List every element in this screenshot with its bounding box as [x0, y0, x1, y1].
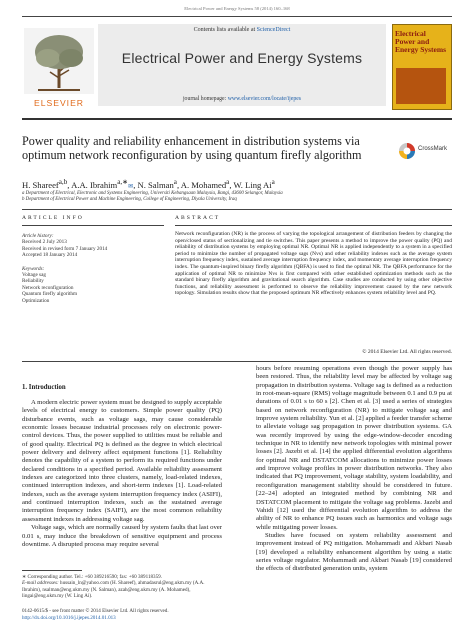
author-marks: a: [226, 178, 230, 186]
masthead-bottom-rule: [22, 118, 452, 120]
page-footer: [22, 608, 282, 621]
intro-right-column: [256, 365, 452, 574]
cover-image: [396, 68, 446, 104]
keyword: Network reconfiguration: [22, 284, 74, 291]
history-item: Received 2 July 2013: [22, 239, 67, 246]
publisher-wordmark: ELSEVIER: [33, 98, 85, 108]
doi-link[interactable]: http://dx.doi.org/10.1016/j.ijepes.2014.01.013: [22, 614, 116, 621]
footnote: [22, 574, 222, 600]
abstract-heading: ABSTRACT: [175, 215, 221, 221]
article-info-heading: ARTICLE INFO: [22, 215, 84, 221]
email-list[interactable]: hussain_ln@yahoo.com (H. Shareef), ahmadasrul@eng.ukm.my (A.A. Ibrahim), nsalman@eng.ukm.my (N. Salman), azah@eng.ukm.my (A. Mohamed), lingai@eng.ukm.my (W. Ling Ai).: [22, 580, 205, 600]
footnote-rule: [22, 570, 82, 571]
keywords-label: Keywords:: [22, 265, 45, 272]
author-name[interactable]: N. Salman: [137, 179, 174, 190]
journal-citation: Electrical Power and Energy Systems 58 (2014) 160–168: [184, 6, 290, 11]
email-label: E-mail addresses:: [22, 580, 61, 587]
intro-left-column: [22, 399, 222, 549]
author-marks: a: [173, 178, 177, 186]
abstract-bottom-rule: [22, 361, 452, 362]
intro-paragraph: Studies have focused on system reliability assessment and improvement instead of PQ mitigation. Mohammadi and Akbari Nasab [19] developed a reliability enhancement algorithm by using a static series voltage regulator. Mohammadi and Akbari Nasab [19] considered the effects of distributed generation units, system: [256, 531, 452, 573]
article-info-rule: [22, 225, 164, 226]
front-matter-line: 0142-0615/$ - see front matter © 2014 Elsevier Ltd. All rights reserved.: [22, 608, 169, 614]
keyword: Reliability: [22, 278, 44, 285]
affiliation-b: b Department of Electrical Power and Machine Engineering, College of Engineering, Diyala University, Iraq: [22, 197, 237, 203]
cover-title: Electrical Power and Energy Systems: [395, 29, 447, 54]
abstract-copyright: © 2014 Elsevier Ltd. All rights reserved.: [362, 349, 452, 355]
corresponding-author-note: ∗ Corresponding author. Tel.: +60 389216590; fax: +60 389118359.: [22, 574, 162, 580]
crossmark-label: CrossMark: [418, 146, 448, 152]
intro-paragraph: Voltage sags, which are normally caused by system faults that last over 0.01 s, may induce the breakdown of sensitive equipment and process downtime. A disrupted process may require several: [22, 524, 222, 548]
section-divider: [22, 209, 452, 210]
history-item: Received in revised form 7 January 2014: [22, 245, 108, 252]
email-addresses: [22, 580, 222, 599]
journal-title: Electrical Power and Energy Systems: [121, 50, 363, 66]
article-info: [22, 233, 164, 304]
keyword: Quantum firefly algorithm: [22, 291, 78, 298]
author-name[interactable]: A. Mohamed: [180, 179, 227, 190]
keyword: Voltage sag: [22, 272, 46, 279]
homepage-link[interactable]: www.elsevier.com/locate/ijepes: [227, 96, 302, 102]
author-name[interactable]: W. Ling Ai: [233, 179, 272, 190]
author-name[interactable]: H. Shareef: [22, 179, 59, 190]
introduction-heading: 1. Introduction: [22, 384, 66, 391]
abstract-text: Network reconfiguration (NR) is the process of varying the topological arrangement of distribution feeders by changing the open/closed status of sectionalizing and tie switches. This paper presents a method to improve the power quality (PQ) and reliability of distribution systems by employing optimal NR. Optimal NR is applied independently to a system in a specified period to minimize the number of propagated voltage sags (Nvs) and other reliability indexes such as the average system interruption frequency index, sustained average interruption frequency index, and momentary average interruption frequency index. The quantum-inspired binary firefly algorithm (QBFA) is used to find the optimal NR. The QBFA performance for the application of optimal NR to minimize Nvs is first compared with other established optimization methods such as the standard binary firefly algorithm and gravitational search algorithm. Case studies are conducted by using other objective functions, and reliability assessment is performed to observe the reliability improvement caused by the new network topology. Simulation results show that the proposed optimum NR effectively enhances system reliability level and PQ.: [175, 231, 452, 297]
affiliation-a: a Department of Electrical, Electronic and Systems Engineering, Universiti Kebangsaan Malaysia, Bangi, 43600 Selangor, Malaysia: [22, 191, 283, 196]
author-name[interactable]: A.A. Ibrahim: [71, 179, 118, 190]
history-label: Article history:: [22, 233, 54, 239]
intro-paragraph: A modern electric power system must be designed to supply acceptable levels of electrical energy to customers. Simple power quality (PQ) disturbance events, such as voltage sags, may cause considerable economic losses because industrial processes rely on electronic power-control devices. Thus, the power supplied to utilities must be reliable and of good quality. Electrical PQ is defined as the degree in which electrical power delivery and delivery affect equipment functions [1]. Reliability denotes the capability of a system to perform its required functions under declared conditions in a specified period. Available reliability assessment indexes are categorized into three clusters, namely, load-related indexes, continued interruption indexes, and short-term indexes [1]. Load-related indexes, such as the average system interruption frequency index (ASIFI), and continued interruption indexes, such as the sustained average interruption frequency index (SAIFI), are the most common reliability assessment indexes in addressing voltage sag.: [22, 399, 222, 523]
contents-line: [98, 27, 386, 33]
homepage-prefix: journal homepage:: [182, 96, 228, 102]
journal-homepage: [98, 96, 386, 102]
masthead-top-rule: [22, 16, 452, 17]
history-item: Accepted 18 January 2014: [22, 252, 78, 259]
intro-paragraph: hours before resuming operations even though the power supply has been restored. Thus, the reliability level may be affected by voltage sag propagation in distribution systems. Voltage sag is defined as a reduction in root-mean-square (RMS) voltage magnitude between 0.1 and 0.9 pu at durations of 0.01 s to 60 s [2]. Chen et al. [3] used a series of strategies based on network reconfiguration (NR) to mitigate voltage sag and improve system reliability. Yun et al. [2] applied a feeder transfer scheme to alleviate voltage sag propagation in power distribution systems. GA was recently improved by using the edge-window-decoder encoding technique in NR to identify new network topologies with minimal power losses [2]. Jazebi et al. [14] the applied differential evolution algorithms for optimal NR and DSTATCOM allocations to minimize power losses and improve voltage profiles in power distribution networks. They also indicated that PQ improvement, voltage stability, system loadability, and reconfiguration management stability should be considered in future. [22–24] adopted an integrated method by combining NR and DSTATCOM placement to mitigate the voltage sag problems. Jazebi and Vahidi [12] used the differential evolution algorithm to address the ability of NR to enhance PQ issues such as harmonics and voltage sags while mitigating power losses.: [256, 365, 452, 531]
affiliations: [22, 191, 452, 203]
contents-prefix: Contents lists available at: [193, 27, 257, 33]
author-marks: a,∗: [117, 178, 129, 186]
keyword: Optimization: [22, 297, 50, 304]
author-marks: a,b: [58, 178, 68, 186]
author-list: H. Shareef$^{a,b}$, A.A. Ibrahim$^{a,∗}$✉, N. Salman$^a$, A. Mohamed$^a$, W. Ling Ai$^a$: [22, 178, 275, 190]
elsevier-tree-logo: [24, 28, 94, 108]
article-title: Power quality and reliability enhancement in distribution systems via optimum network reconfiguration by using quantum firefly algorithm: [22, 134, 362, 163]
abstract-rule: [175, 225, 452, 226]
email-envelope-icon[interactable]: ✉: [128, 183, 134, 190]
sciencedirect-link[interactable]: ScienceDirect: [256, 27, 291, 33]
author-marks: a: [271, 178, 275, 186]
